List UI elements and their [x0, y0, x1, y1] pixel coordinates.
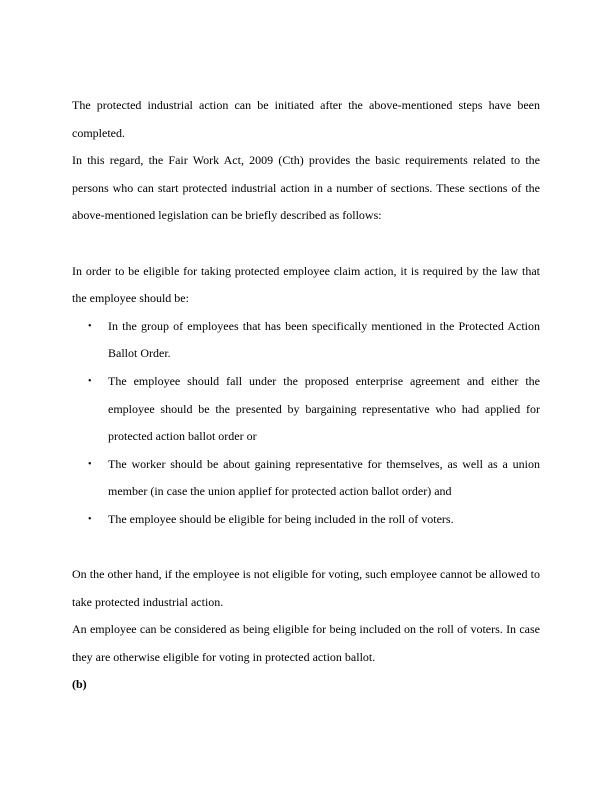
- bullet-text: In the group of employees that has been specifically mentioned in the Protected Action Ballot Order.: [108, 318, 540, 361]
- paragraph-steps-completed: The protected industrial action can be initiated after the above-mentioned steps have been completed.: [72, 98, 540, 140]
- paragraph-eligibility-intro: In order to be eligible for taking protected employee claim action, it is required by the law that the employee should be:: [72, 263, 540, 306]
- bullet-item: [72, 313, 540, 368]
- bullet-item: [72, 368, 540, 451]
- bullet-icon: •: [88, 513, 92, 525]
- paragraph-roll-of-voters: An employee can be considered as being eligible for being included on the roll of voters. In case they are otherwise eligible for voting in protected action ballot.: [72, 622, 540, 664]
- paragraph-spacer: [72, 230, 540, 258]
- document-page: [72, 92, 540, 699]
- bullet-text: The employee should be eligible for being included in the roll of voters.: [108, 511, 454, 526]
- bullet-item: [72, 506, 540, 534]
- paragraph-not-eligible: On the other hand, if the employee is not eligible for voting, such employee cannot be allowed to take protected industrial action.: [72, 567, 540, 609]
- paragraph-spacer: [72, 534, 540, 562]
- paragraph-fair-work-act: In this regard, the Fair Work Act, 2009 (Cth) provides the basic requirements related to the persons who can start protected industrial action in a number of sections. These sections of the above-mentioned legislation can be briefly described as follows:: [72, 153, 540, 223]
- eligibility-bullet-list: [72, 313, 540, 534]
- section-label: (b): [72, 677, 87, 692]
- bullet-icon: •: [88, 375, 92, 387]
- bullet-icon: •: [88, 320, 92, 332]
- bullet-icon: •: [88, 458, 92, 470]
- bullet-item: [72, 451, 540, 506]
- bullet-text: The employee should fall under the proposed enterprise agreement and either the employee should be the presented by bargaining representative who had applied for protected action ballot order or: [108, 373, 540, 444]
- bullet-text: The worker should be about gaining representative for themselves, as well as a union member (in case the union applief for protected action ballot order) and: [108, 456, 540, 499]
